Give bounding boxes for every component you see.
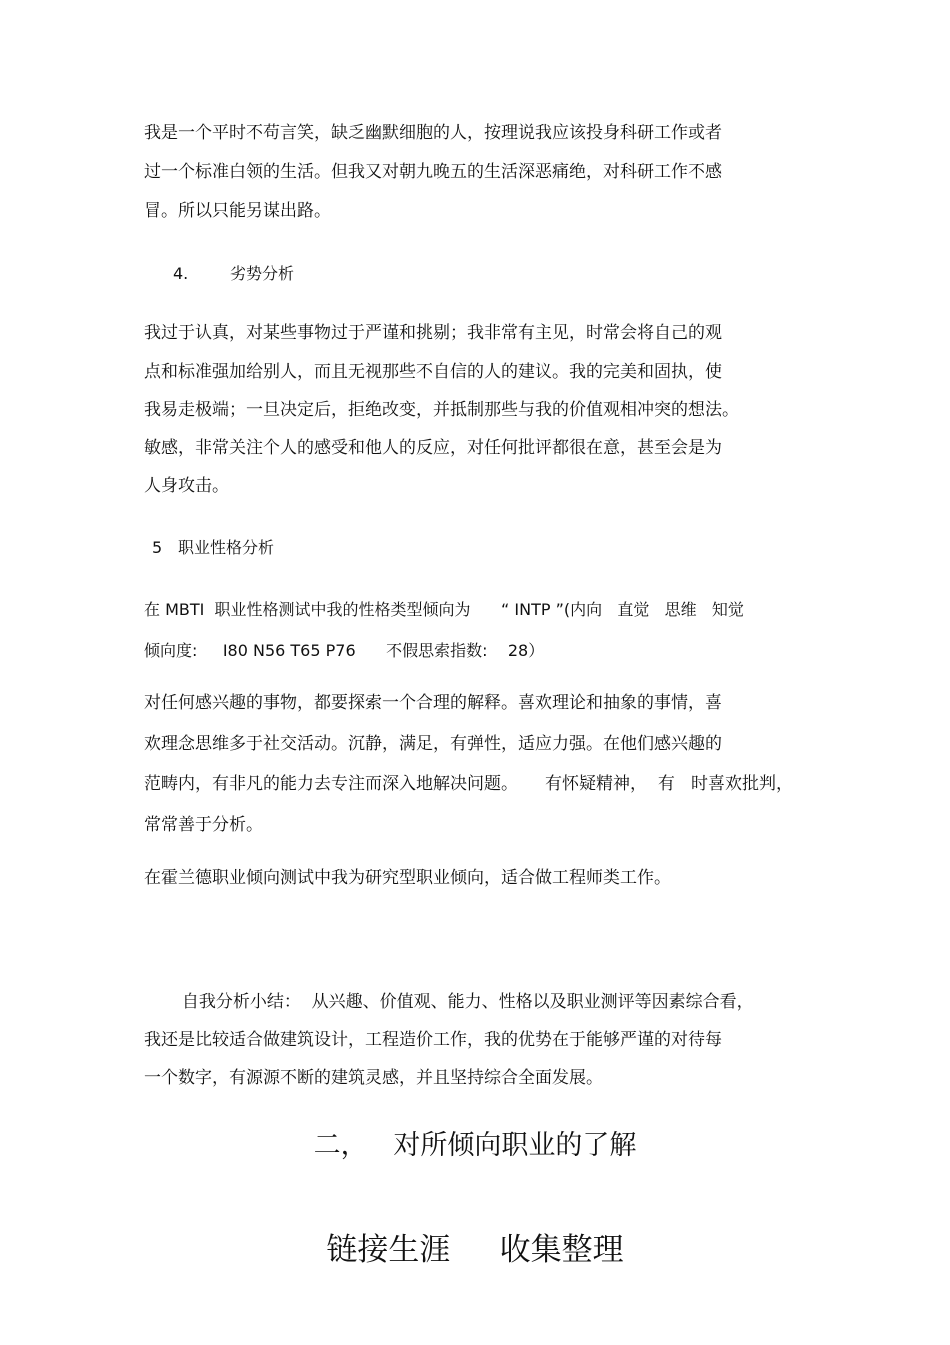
text-line: 在 MBTI 职业性格测试中我的性格类型倾向为 “ INTP ”(内向 直觉 思维 知觉: [144, 600, 744, 619]
text-line: 人身攻击。: [144, 476, 229, 496]
text-line: 我易走极端；一旦决定后，拒绝改变，并抵制那些与我的价值观相冲突的想法。: [144, 400, 739, 420]
text-line: 倾向度: I80 N56 T65 P76 不假思索指数: 28）: [144, 641, 545, 660]
text-line: 我还是比较适合做建筑设计，工程造价工作，我的优势在于能够严谨的对待每: [144, 1030, 722, 1050]
text-line: 欢理念思维多于社交活动。沉静，满足，有弹性，适应力强。在他们感兴趣的: [144, 734, 722, 754]
text-line: 冒。所以只能另谋出路。: [144, 201, 331, 221]
section-title: 职业性格分析: [178, 538, 275, 557]
footer-title: 链接生涯 收集整理: [326, 1232, 624, 1268]
text-line: 我是一个平时不苟言笑，缺乏幽默细胞的人，按理说我应该投身科研工作或者: [144, 123, 722, 143]
text-line: 对任何感兴趣的事物，都要探索一个合理的解释。喜欢理论和抽象的事情，喜: [144, 693, 722, 713]
text-line: 自我分析小结： 从兴趣、价值观、能力、性格以及职业测评等因素综合看，: [144, 992, 754, 1012]
text-line: 敏感，非常关注个人的感受和他人的反应，对任何批评都很在意，甚至会是为: [144, 438, 722, 458]
text-line: 范畴内，有非凡的能力去专注而深入地解决问题。 有怀疑精神， 有 时喜欢批判，: [144, 774, 794, 794]
section-title: 劣势分析: [230, 264, 295, 283]
paragraph-holland: 在霍兰德职业倾向测试中我为研究型职业倾向，适合做工程师类工作。: [144, 868, 671, 888]
text-line: 一个数字，有源源不断的建筑灵感，并且坚持综合全面发展。: [144, 1068, 603, 1088]
text-line: 过一个标准白领的生活。但我又对朝九晚五的生活深恶痛绝，对科研工作不感: [144, 162, 722, 182]
text-line: 常常善于分析。: [144, 815, 263, 835]
section-two-title: 二， 对所倾向职业的了解: [313, 1130, 637, 1161]
section-number: 4.: [173, 264, 189, 283]
text-line: 我过于认真，对某些事物过于严谨和挑剔；我非常有主见，时常会将自己的观: [144, 323, 722, 343]
section-number: 5: [152, 538, 163, 557]
text-line: 点和标准强加给别人，而且无视那些不自信的人的建议。我的完美和固执，使: [144, 362, 722, 382]
